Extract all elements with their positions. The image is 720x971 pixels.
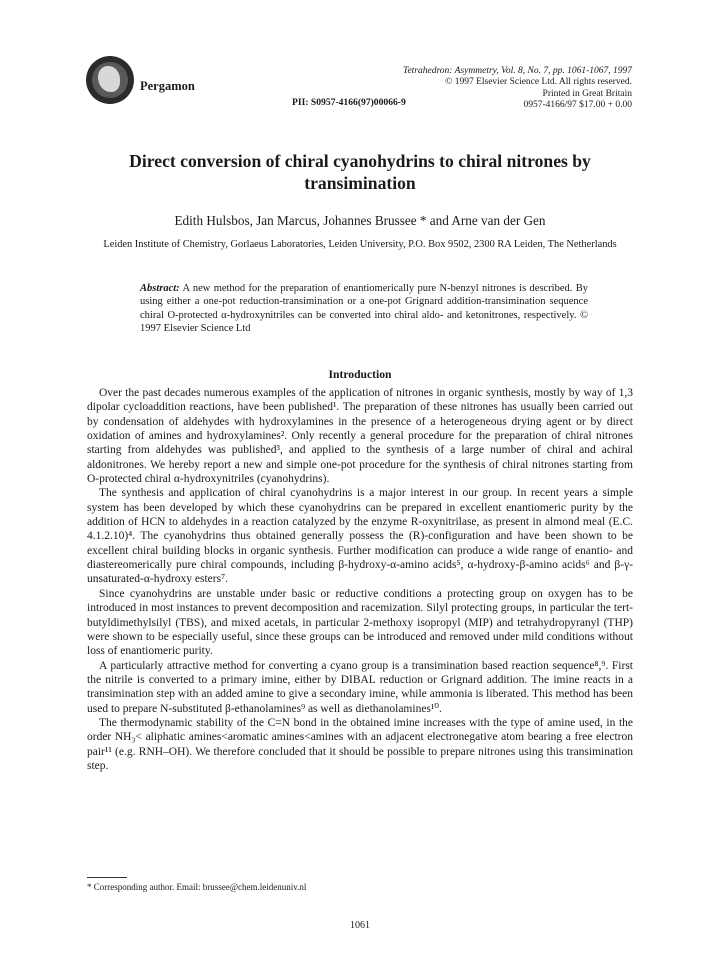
title-line-1: Direct conversion of chiral cyanohydrins to chiral nitrones by xyxy=(129,151,591,171)
article-title xyxy=(60,150,660,194)
journal-citation: Tetrahedron: Asymmetry, Vol. 8, No. 7, pp. 1061-1067, 1997 xyxy=(403,66,632,76)
abstract xyxy=(140,282,588,336)
pii-identifier: PII: S0957-4166(97)00066-9 xyxy=(292,97,406,108)
publisher-block xyxy=(86,56,195,104)
publisher-name: Pergamon xyxy=(140,78,195,93)
page-number: 1061 xyxy=(350,920,370,931)
paragraph-2: The synthesis and application of chiral cyanohydrins is a major interest in our group. In recent years a simple system has been developed by which these cyanohydrins can be prepared in excellent enantiomeric purity by the addition of HCN to aldehydes in a reaction catalyzed by the enzyme R-oxynitrilase, as present in almond meal (E.C. 4.1.2.10)⁴. The cyanohydrins thus obtained generally possess the (R)-configuration and have been shown to be excellent chiral building blocks in organic synthesis. Further modification can produce a wide range of enantio- and diastereomerically pure chiral compounds, including β-hydroxy-α-amino acids⁵, α-hydroxy-β-amino acids⁶ and β-γ-unsaturated-α-hydroxy esters⁷. xyxy=(87,487,633,586)
footnote: * Corresponding author. Email: brussee@chem.leidenuniv.nl xyxy=(87,882,307,892)
affiliation: Leiden Institute of Chemistry, Gorlaeus Laboratories, Leiden University, P.O. Box 9502, 2300 RA Leiden, The Netherlands xyxy=(103,239,617,250)
pergamon-logo-icon xyxy=(86,56,134,104)
printed-line: Printed in Great Britain xyxy=(542,88,632,99)
paragraph-3: Since cyanohydrins are unstable under basic or reductive conditions a protecting group on oxygen has to be introduced in most instances to prevent decomposition and racemization. Silyl protecting groups, in particular the tert-butyldimethylsilyl (TBS), and mixed acetals, in particular 2-methoxy isopropyl (MIP) and tetrahydropyranyl (THP) were shown to be especially useful, since these groups can be introduced and removed under mild conditions without loss of enantiomeric purity. xyxy=(87,587,633,658)
copyright-line: © 1997 Elsevier Science Ltd. All rights reserved. xyxy=(445,77,632,88)
title-line-2: transimination xyxy=(304,173,416,193)
footnote-rule xyxy=(87,877,127,878)
section-heading: Introduction xyxy=(328,368,392,381)
abstract-label: Abstract: xyxy=(140,283,180,294)
author-list: Edith Hulsbos, Jan Marcus, Johannes Brussee * and Arne van der Gen xyxy=(174,213,546,228)
introduction-body xyxy=(87,386,633,773)
paragraph-4: A particularly attractive method for converting a cyano group is a transimination based reaction sequence⁸,⁹. First the nitrile is converted to a primary imine, either by DIBAL reduction or Grignard addition. The imine reacts in a transimination step with an added amine to give a secondary imine, while ammonia is liberated. This method has been used to prepare N-substituted β-ethanolamines⁹ as well as diethanolamines¹⁰. xyxy=(87,659,633,715)
journal-info xyxy=(403,66,632,112)
abstract-text: A new method for the preparation of enantiomerically pure N-benzyl nitrones is described. By using either a one-pot reduction-transimination or a one-pot Grignard addition-transimination sequence chiral O-protected α-hydroxynitriles can be converted into chiral aldo- and ketonitrones, respectively. © 1997 Elsevier Science Ltd xyxy=(140,283,589,335)
paragraph-1: Over the past decades numerous examples of the application of nitrones in organic synthesis, mostly by way of 1,3 dipolar cycloaddition reactions, have been published¹. The preparation of these nitrones has usually been carried out by condensation of aldehydes with hydroxylamines in the presence of a heterogeneous drying agent or by direct oxidation of amines and hydroxylamines². Only recently a general procedure for the preparation of chiral nitrones starting from aldehydes was published³, and applied to the synthesis of a large number of chiral and achiral aldonitrones. We hereby report a new and simple one-pot procedure for the synthesis of chiral nitrones starting from O-protected chiral α-hydroxynitriles (cyanohydrins). xyxy=(87,387,633,486)
paragraph-5: The thermodynamic stability of the C=N bond in the obtained imine increases with the type of amine used, in the order NH₃< aliphatic amines<aromatic amines<amines with an adjacent electronegative atom bearing a free electron pair¹¹ (e.g. RNH–OH). We therefore concluded that it should be possible to prepare nitrones using this transimination step. xyxy=(87,716,633,772)
price-line: 0957-4166/97 $17.00 + 0.00 xyxy=(523,100,632,111)
